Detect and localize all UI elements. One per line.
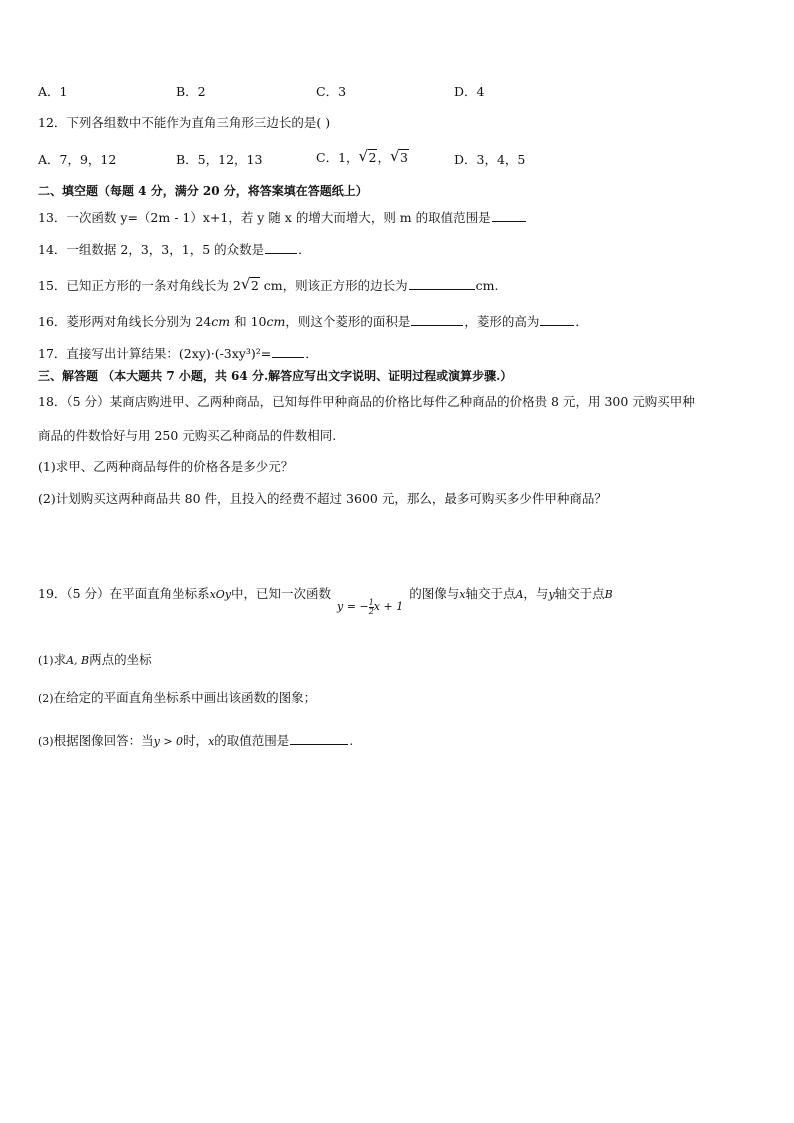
sqrt-symbol: √ 2 xyxy=(240,275,259,293)
q11-option-d: D．4 xyxy=(454,84,485,99)
q15-text-c: cm. xyxy=(475,278,499,293)
q16-text-e: ． xyxy=(575,314,588,329)
q19-text-b: 中，已知一次函数 xyxy=(231,586,332,601)
q19-part-3-number: (3) xyxy=(38,735,54,748)
q19-x-var: x xyxy=(459,588,466,601)
q19-frac-num: 1 xyxy=(368,597,374,607)
q16-unit-1: cm xyxy=(211,314,231,329)
q13-answer-blank xyxy=(492,209,526,222)
q19-eq-left: y = − xyxy=(337,600,369,613)
q19-stem xyxy=(38,586,613,616)
q14-end: ． xyxy=(298,242,311,257)
q19-part-1-a: 求 xyxy=(53,652,67,667)
q19-part-3-x: x xyxy=(208,735,215,748)
q19-part-3-a: 根据图像回答：当 xyxy=(53,733,154,748)
q16-text-b: 和 10 xyxy=(230,314,267,329)
section-3-heading: 三、解答题 （本大题共 7 小题，共 64 分.解答应写出文字说明、证明过程或演算步骤.） xyxy=(38,369,513,383)
q12-option-d: D．3，4，5 xyxy=(454,152,526,167)
q12-option-a: A．7，9，12 xyxy=(38,152,117,167)
q17-text: 17．直接写出计算结果：(2xy)·(-3xy³)²= xyxy=(38,346,272,361)
q11-option-b: B．2 xyxy=(176,84,206,99)
q19-equation xyxy=(337,597,404,616)
q15-answer-blank xyxy=(409,277,475,290)
q19-text-f: 轴交于点 xyxy=(554,586,605,601)
q12-c-radicand-2: 3 xyxy=(400,150,408,165)
q19-part-2-number: (2) xyxy=(38,692,54,705)
q18-line-1: 18．（5 分）某商店购进甲、乙两种商品，已知每件甲种商品的价格比每件乙种商品的价格贵 8 元，用 300 元购买甲种 xyxy=(38,394,695,409)
q19-part-2-text: 在给定的平面直角坐标系中画出该函数的图象； xyxy=(53,690,317,705)
q12-option-c xyxy=(316,147,409,166)
q19-y-var: y xyxy=(548,588,555,601)
q12-stem: 12．下列各组数中不能作为直角三角形三边长的是( ) xyxy=(38,115,331,130)
q11-option-c: C．3 xyxy=(316,84,347,99)
q19-xoy: xOy xyxy=(209,588,232,601)
q19-part-3 xyxy=(38,732,353,750)
q15-radicand: 2 xyxy=(250,278,259,293)
q19-text-c: 的图像与 xyxy=(409,586,460,601)
q18-part-2: (2)计划购买这两种商品共 80 件，且投入的经费不超过 3600 元，那么，最多可购买多少件甲种商品？ xyxy=(38,491,607,506)
sqrt-symbol: √ 2 xyxy=(358,147,377,165)
q19-part-1-number: (1) xyxy=(38,654,54,667)
q18-line-2: 商品的件数恰好与用 250 元购买乙种商品的件数相同. xyxy=(38,428,337,443)
q18-part-1: (1)求甲、乙两种商品每件的价格各是多少元？ xyxy=(38,459,294,474)
q19-part-3-condition: y > 0 xyxy=(153,735,184,748)
q19-point-b: B xyxy=(604,588,613,601)
q11-option-a: A．1 xyxy=(38,84,68,99)
question-13 xyxy=(38,209,527,226)
q12-c-mid: ， xyxy=(377,150,390,165)
q16-unit-2: cm xyxy=(266,314,286,329)
q19-part-1-b: 两点的坐标 xyxy=(89,652,152,667)
q19-text-a: 19．（5 分）在平面直角坐标系 xyxy=(38,586,210,601)
question-16 xyxy=(38,313,588,330)
q15-text-b: cm，则该正方形的边长为 xyxy=(259,278,408,293)
q15-text-a: 15．已知正方形的一条对角线长为 2 xyxy=(38,278,241,293)
sqrt-symbol: √ 3 xyxy=(390,147,408,165)
question-17 xyxy=(38,345,318,362)
q19-part-3-d: . xyxy=(349,733,354,748)
q19-answer-blank xyxy=(290,732,348,745)
q16-height-blank xyxy=(540,313,574,326)
q19-frac-den: 2 xyxy=(368,606,374,616)
q19-part-3-b: 时， xyxy=(183,733,209,748)
q16-text-c: ，则这个菱形的面积是 xyxy=(285,314,411,329)
q19-text-d: 轴交于点 xyxy=(465,586,516,601)
q14-answer-blank xyxy=(265,241,297,254)
q19-part-3-c: 的取值范围是 xyxy=(214,733,290,748)
q19-eq-right: x + 1 xyxy=(373,600,404,613)
q12-c-prefix: C．1， xyxy=(316,150,359,165)
q12-option-b: B．5，12，13 xyxy=(176,152,263,167)
q14-text: 14．一组数据 2，3，3，1，5 的众数是 xyxy=(38,242,265,257)
q17-end: ． xyxy=(305,346,318,361)
q13-text: 13．一次函数 y=（2m - 1）x+1，若 y 随 x 的增大而增大，则 m 的取值范围是 xyxy=(38,210,491,225)
question-14 xyxy=(38,241,311,258)
q12-c-radicand-1: 2 xyxy=(368,150,377,165)
q16-area-blank xyxy=(411,313,463,326)
question-15 xyxy=(38,277,498,294)
q19-part-2 xyxy=(38,690,316,707)
q19-part-1-ab: A, B xyxy=(66,654,90,667)
q16-text-a: 16．菱形两对角线长分别为 24 xyxy=(38,314,212,329)
q19-part-1 xyxy=(38,652,152,669)
q19-point-a: A xyxy=(515,588,524,601)
section-2-heading: 二、填空题（每题 4 分，满分 20 分，将答案填在答题纸上） xyxy=(38,184,368,198)
q19-text-e: ，与 xyxy=(523,586,549,601)
q17-answer-blank xyxy=(272,345,304,358)
q16-text-d: ，菱形的高为 xyxy=(464,314,540,329)
